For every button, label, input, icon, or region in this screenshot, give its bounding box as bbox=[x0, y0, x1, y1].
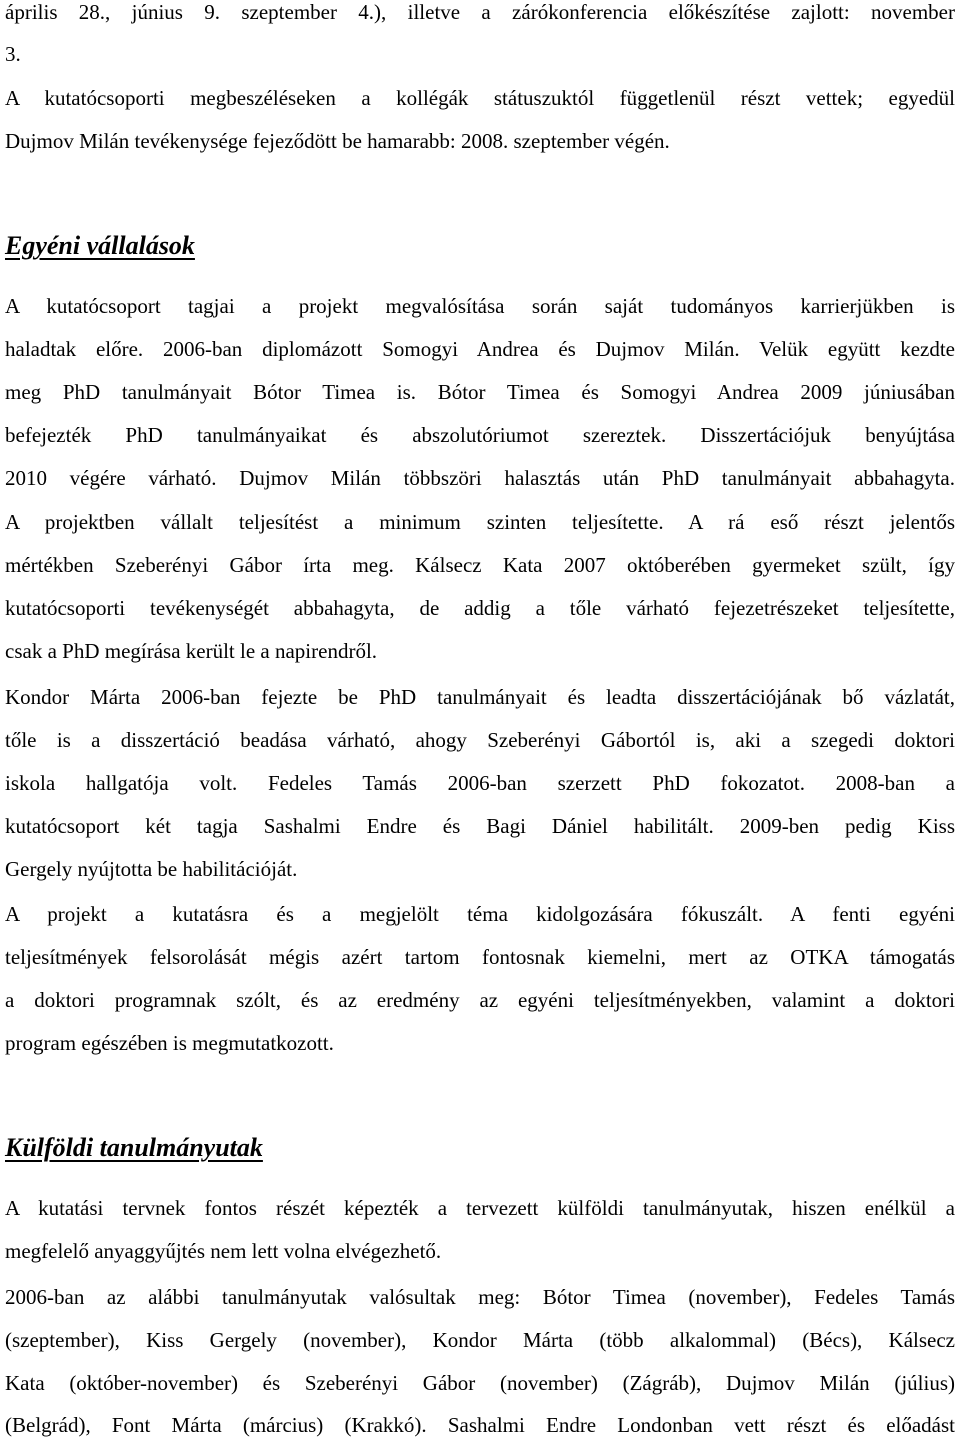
intro-line-3: A kutatócsoporti megbeszéléseken a kollégák státuszuktól függetlenül részt vettek; egyedül bbox=[5, 86, 955, 110]
section1-line-17: a doktori programnak szólt, és az eredmény az egyéni teljesítményekben, valamint a doktori bbox=[5, 988, 955, 1012]
section1-line-14: Gergely nyújtotta be habilitációját. bbox=[5, 857, 298, 881]
section1-line-13: kutatócsoport két tagja Sashalmi Endre és Bagi Dániel habilitált. 2009-ben pedig Kiss bbox=[5, 814, 955, 838]
section1-line-15: A projekt a kutatásra és a megjelölt téma kidolgozására fókuszált. A fenti egyéni bbox=[5, 902, 955, 926]
section1-line-5: 2010 végére várható. Dujmov Milán többszöri halasztás után PhD tanulmányait abbahagyta. bbox=[5, 466, 955, 490]
section1-line-1: A kutatócsoport tagjai a projekt megvalósítása során saját tudományos karrierjükben is bbox=[5, 294, 955, 318]
section2-line-1: A kutatási tervnek fontos részét képezték a tervezett külföldi tanulmányutak, hiszen enélkül a bbox=[5, 1196, 955, 1220]
section-heading-kulfoldi-tanulmanyutak: Külföldi tanulmányutak bbox=[5, 1133, 263, 1162]
section1-line-12: iskola hallgatója volt. Fedeles Tamás 2006-ban szerzett PhD fokozatot. 2008-ban a bbox=[5, 771, 955, 795]
section1-line-3: meg PhD tanulmányait Bótor Timea is. Bótor Timea és Somogyi Andrea 2009 júniusában bbox=[5, 380, 955, 404]
section1-line-18: program egészében is megmutatkozott. bbox=[5, 1031, 334, 1055]
section1-line-9: csak a PhD megírása került le a napirendről. bbox=[5, 639, 378, 663]
section1-line-11: tőle is a disszertáció beadása várható, ahogy Szeberényi Gábortól is, aki a szegedi doktori bbox=[5, 728, 955, 752]
section2-line-2: megfelelő anyaggyűjtés nem lett volna elvégezhető. bbox=[5, 1239, 442, 1263]
section1-line-4: befejezték PhD tanulmányaikat és abszolutóriumot szereztek. Disszertációjuk benyújtása bbox=[5, 423, 955, 447]
section2-line-6: (Belgrád), Font Márta (március) (Krakkó). Sashalmi Endre Londonban vett részt és előadást bbox=[5, 1413, 955, 1437]
section2-line-4: (szeptember), Kiss Gergely (november), Kondor Márta (több alkalommal) (Bécs), Kálsecz bbox=[5, 1328, 955, 1352]
section1-line-10: Kondor Márta 2006-ban fejezte be PhD tanulmányait és leadta disszertációjának bő vázlatát, bbox=[5, 685, 955, 709]
section1-line-7: mértékben Szeberényi Gábor írta meg. Kálsecz Kata 2007 októberében gyermeket szült, így bbox=[5, 553, 955, 577]
intro-line-2: 3. bbox=[5, 42, 21, 66]
section1-line-2: haladtak előre. 2006-ban diplomázott Somogyi Andrea és Dujmov Milán. Velük együtt kezdte bbox=[5, 337, 955, 361]
section-heading-egyeni-vallalasok: Egyéni vállalások bbox=[5, 231, 195, 260]
section2-line-3: 2006-ban az alábbi tanulmányutak valósultak meg: Bótor Timea (november), Fedeles Tamás bbox=[5, 1285, 955, 1309]
section2-line-5: Kata (október-november) és Szeberényi Gábor (november) (Zágráb), Dujmov Milán (július) bbox=[5, 1371, 955, 1395]
intro-line-1: április 28., június 9. szeptember 4.), illetve a zárókonferencia előkészítése zajlott: november bbox=[5, 0, 955, 24]
section1-line-16: teljesítmények felsorolását mégis azért tartom fontosnak kiemelni, mert az OTKA támogatás bbox=[5, 945, 955, 969]
intro-line-4: Dujmov Milán tevékenysége fejeződött be hamarabb: 2008. szeptember végén. bbox=[5, 129, 670, 153]
section1-line-6: A projektben vállalt teljesítést a minimum szinten teljesítette. A rá eső részt jelentős bbox=[5, 510, 955, 534]
section1-line-8: kutatócsoporti tevékenységét abbahagyta, de addig a tőle várható fejezetrészeket teljesítette, bbox=[5, 596, 955, 620]
